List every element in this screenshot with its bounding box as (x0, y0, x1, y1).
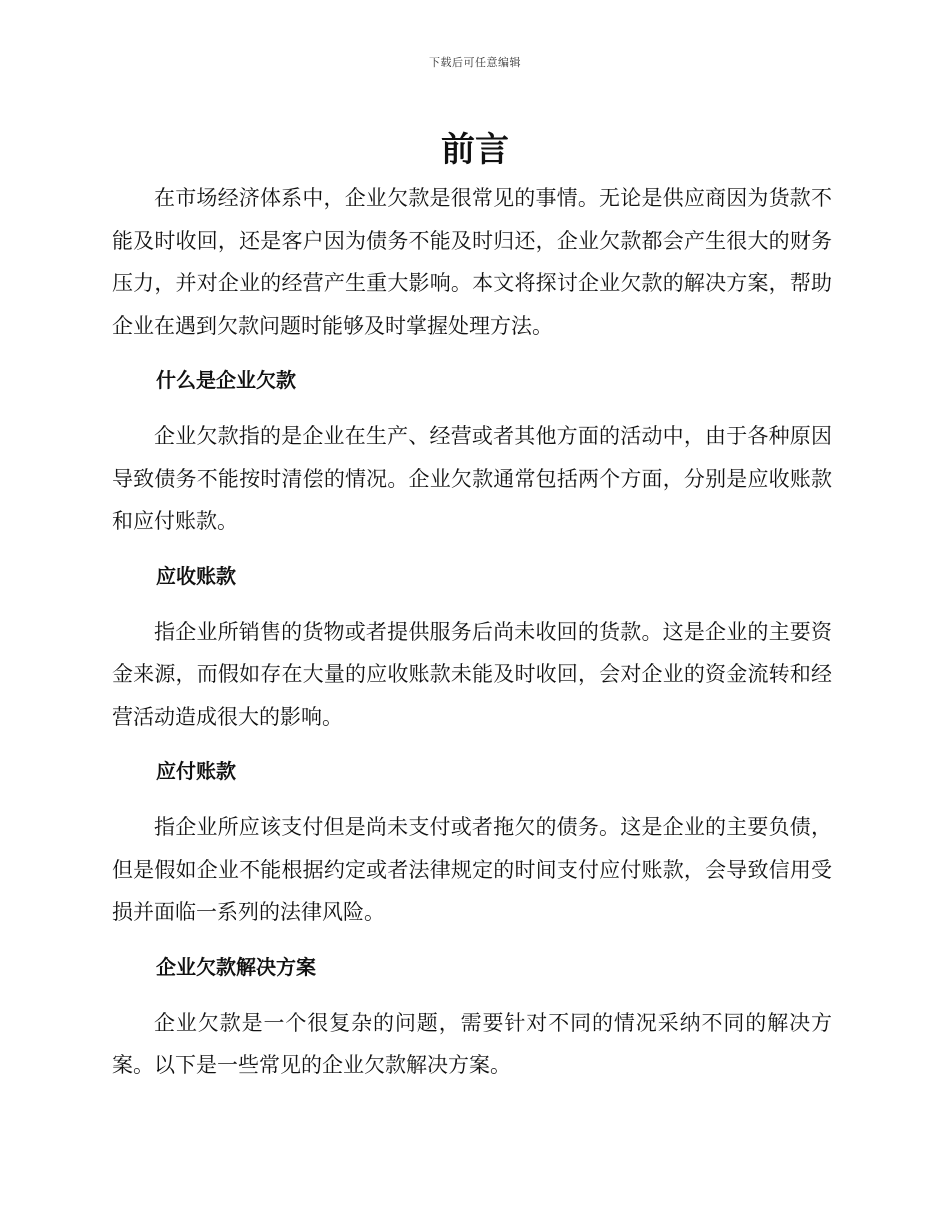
section-heading-receivables: 应收账款 (156, 563, 236, 588)
header-note: 下载后可任意编辑 (429, 56, 521, 69)
section-heading-solutions: 企业欠款解决方案 (156, 954, 316, 979)
paragraph-solutions: 企业欠款是一个很复杂的问题，需要针对不同的情况采纳不同的解决方案。以下是一些常见的企业欠款解决方案。 (112, 1010, 832, 1077)
paragraph-intro: 在市场经济体系中，企业欠款是很常见的事情。无论是供应商因为货款不能及时收回，还是客户因为债务不能及时归还，企业欠款都会产生很大的财务压力，并对企业的经营产生重大影响。本文将探讨企业欠款的解决方案，帮助企业在遇到欠款问题时能够及时掌握处理方法。 (112, 186, 832, 338)
page-title: 前言 (441, 130, 509, 170)
paragraph-definition: 企业欠款指的是企业在生产、经营或者其他方面的活动中，由于各种原因导致债务不能按时清偿的情况。企业欠款通常包括两个方面，分别是应收账款和应付账款。 (112, 424, 832, 533)
document-body (112, 177, 832, 1087)
section-heading-payables: 应付账款 (156, 759, 236, 783)
paragraph-payables: 指企业所应该支付但是尚未支付或者拖欠的债务。这是企业的主要负债，但是假如企业不能根据约定或者法律规定的时间支付应付账款，会导致信用受损并面临一系列的法律风险。 (112, 815, 832, 924)
section-heading-what-is-debt: 什么是企业欠款 (156, 368, 296, 392)
paragraph-receivables: 指企业所销售的货物或者提供服务后尚未收回的货款。这是企业的主要资金来源，而假如存在大量的应收账款未能及时收回，会对企业的资金流转和经营活动造成很大的影响。 (112, 619, 832, 729)
